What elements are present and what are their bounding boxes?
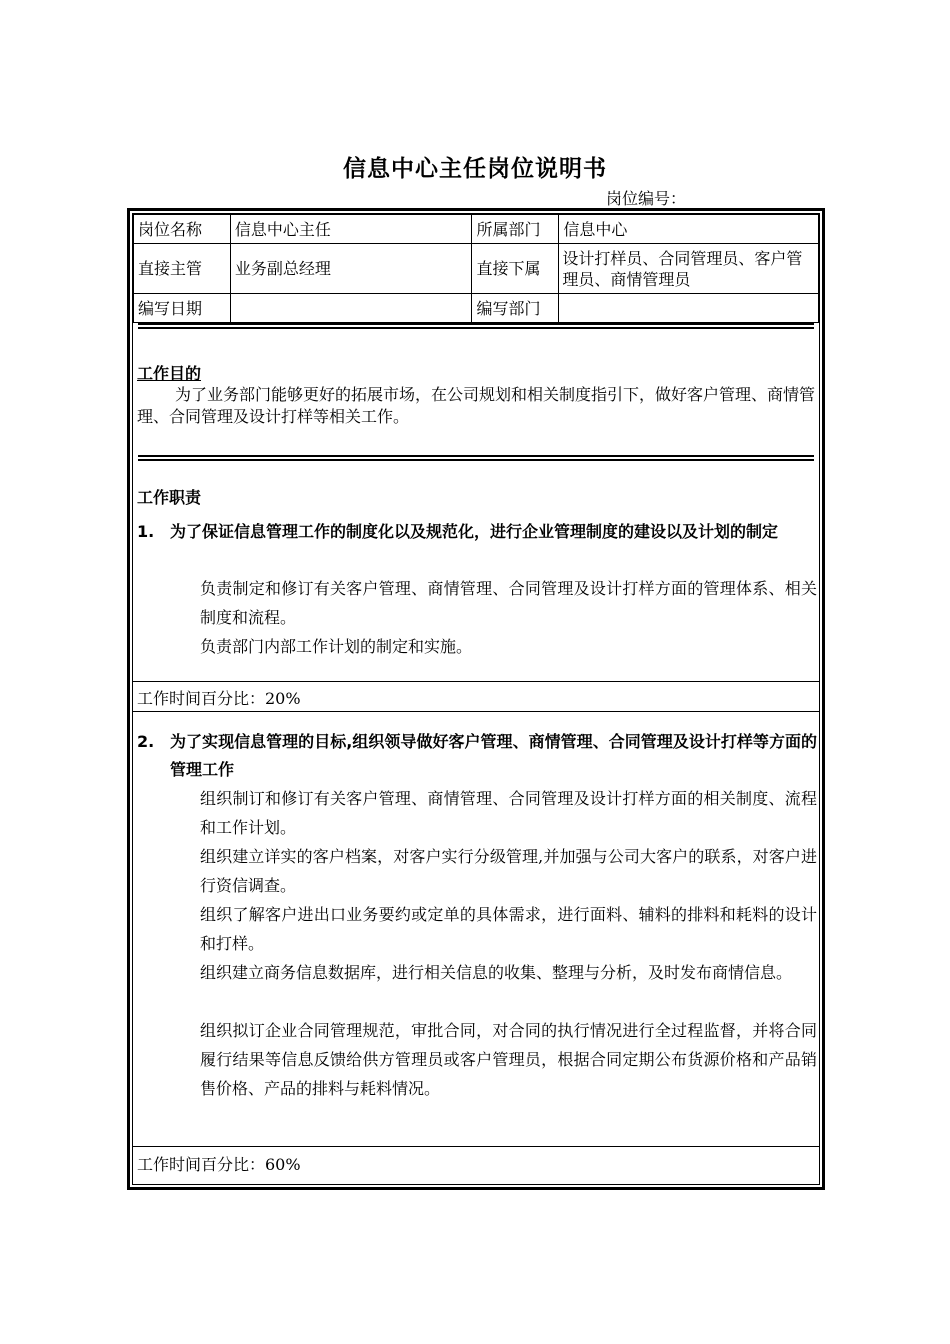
header-table [133, 214, 819, 323]
document-title: 信息中心主任岗位说明书 [343, 156, 607, 182]
header-row [134, 215, 819, 244]
duty-bullet [167, 784, 817, 842]
duty-bullet [167, 900, 817, 958]
department-label: 所属部门 [472, 215, 559, 244]
duty-heading [137, 518, 817, 546]
duty-number: 1. [137, 522, 155, 541]
purpose-title: 工作目的 [137, 364, 202, 383]
duty-bullet [167, 1016, 817, 1103]
duty-bullet [167, 958, 817, 987]
written-dept-value [559, 294, 819, 323]
time-percentage: 工作时间百分比：60% [137, 1155, 301, 1174]
duty-number: 2. [137, 732, 155, 751]
row-divider [133, 711, 819, 712]
position-code-label: 岗位编号： [606, 189, 687, 208]
purpose-text: 为了业务部门能够更好的拓展市场，在公司规划和相关制度指引下，做好客户管理、商情管理、合同管理及设计打样等相关工作。 [137, 385, 816, 426]
duty-bullet-text: 负责部门内部工作计划的制定和实施。 [200, 637, 473, 656]
duty-heading [137, 728, 817, 784]
duty-heading-text: 为了实现信息管理的目标,组织领导做好客户管理、商情管理、合同管理及设计打样等方面的管理工作 [170, 732, 817, 779]
position-code-field[interactable] [694, 190, 792, 209]
header-row [134, 244, 819, 294]
duty-bullet-text: 负责制定和修订有关客户管理、商情管理、合同管理及设计打样方面的管理体系、相关制度和流程。 [200, 579, 817, 627]
duty-bullet-text: 组织了解客户进出口业务要约或定单的具体需求，进行面料、辅料的排料和耗料的设计和打样。 [200, 905, 817, 953]
duty-bullet-text: 组织建立商务信息数据库，进行相关信息的收集、整理与分析，及时发布商情信息。 [200, 963, 793, 982]
row-divider [133, 681, 819, 682]
supervisor-label: 直接主管 [134, 244, 231, 294]
position-code [606, 186, 792, 209]
duty-bullet [167, 574, 817, 632]
duty-bullet-text: 组织建立详实的客户档案，对客户实行分级管理,并加强与公司大客户的联系，对客户进行资信调查。 [200, 847, 817, 895]
duty-bullet-text: 组织制订和修订有关客户管理、商情管理、合同管理及设计打样方面的相关制度、流程和工作计划。 [200, 789, 817, 837]
department-value: 信息中心 [559, 215, 819, 244]
time-percentage: 工作时间百分比：20% [137, 689, 301, 708]
subordinates-value: 设计打样员、合同管理员、客户管理员、商情管理员 [559, 244, 819, 294]
row-divider [133, 1146, 819, 1147]
written-date-label: 编写日期 [134, 294, 231, 323]
subordinates-label: 直接下属 [472, 244, 559, 294]
written-date-value [230, 294, 472, 323]
supervisor-value: 业务副总经理 [230, 244, 472, 294]
written-dept-label: 编写部门 [472, 294, 559, 323]
section-divider [138, 323, 814, 329]
duties-title: 工作职责 [137, 488, 202, 507]
section-divider [138, 455, 814, 461]
position-name-value: 信息中心主任 [230, 215, 472, 244]
duty-bullet [167, 632, 817, 661]
duty-bullet [167, 842, 817, 900]
duty-bullet-text: 组织拟订企业合同管理规范，审批合同，对合同的执行情况进行全过程监督，并将合同履行结果等信息反馈给供方管理员或客户管理员，根据合同定期公布货源价格和产品销售价格、产品的排料与耗料情况。 [200, 1021, 817, 1098]
duty-heading-text: 为了保证信息管理工作的制度化以及规范化，进行企业管理制度的建设以及计划的制定 [170, 522, 779, 541]
position-name-label: 岗位名称 [134, 215, 231, 244]
header-row [134, 294, 819, 323]
job-description-frame [127, 208, 825, 1190]
